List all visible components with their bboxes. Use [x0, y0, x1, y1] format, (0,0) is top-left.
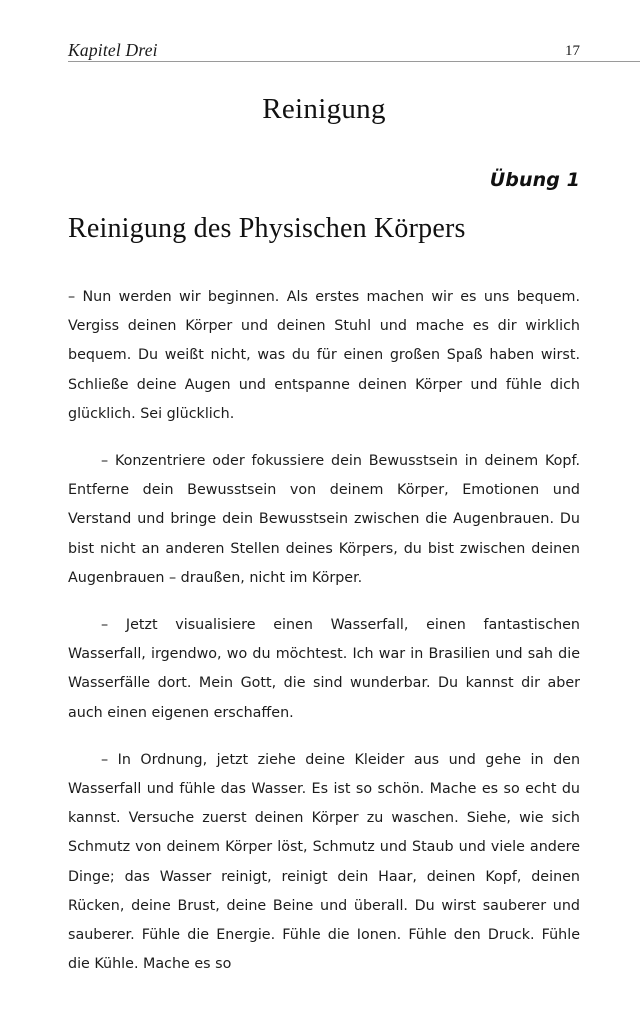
- paragraph: – Konzentriere oder fokussiere dein Bewusstsein in deinem Kopf. Entferne dein Bewusstsein von deinem Körper, Emotionen und Verstand und bringe dein Bewusstsein zwischen die Augenbrauen. Du bist nicht an anderen Stellen deines Körpers, du bist zwischen deinen Augenbrauen – draußen, nicht im Körper.: [68, 453, 580, 586]
- paragraph: – Nun werden wir beginnen. Als erstes machen wir es uns bequem. Vergiss deinen Körper und deinen Stuhl und mache es dir wirklich bequem. Du weißt nicht, was du für einen großen Spaß haben wirst. Schließe deine Augen und entspanne deinen Körper und fühle dich glücklich. Sei glücklich.: [68, 289, 580, 422]
- section-title: Reinigung des Physischen Körpers: [68, 213, 466, 244]
- paragraph: – In Ordnung, jetzt ziehe deine Kleider aus und gehe in den Wasserfall und fühle das Wasser. Es ist so schön. Mache es so echt du kannst. Versuche zuerst deinen Körper zu waschen. Siehe, wie sich Schmutz von deinem Körper löst, Schmutz und Staub und viele andere Dinge; das Wasser reinigt, reinigt dein Haar, deinen Kopf, deinen Rücken, deine Brust, deine Beine und überall. Du wirst sauberer und sauberer. Fühle die Energie. Fühle die Ionen. Fühle den Druck. Fühle die Kühle. Mache es so: [68, 751, 580, 973]
- running-head: [68, 36, 640, 62]
- chapter-title: Reinigung: [262, 93, 386, 125]
- paragraph: – Jetzt visualisiere einen Wasserfall, einen fantastischen Wasserfall, irgendwo, wo du möchtest. Ich war in Brasilien und sah die Wasserfälle dort. Mein Gott, die sind wunderbar. Du kannst dir aber auch einen eigenen erschaffen.: [68, 617, 580, 721]
- body-copy: [68, 283, 580, 979]
- page-number: 17: [565, 43, 580, 59]
- running-head-chapter-label: Kapitel Drei: [68, 39, 158, 60]
- exercise-label: Übung 1: [489, 169, 580, 191]
